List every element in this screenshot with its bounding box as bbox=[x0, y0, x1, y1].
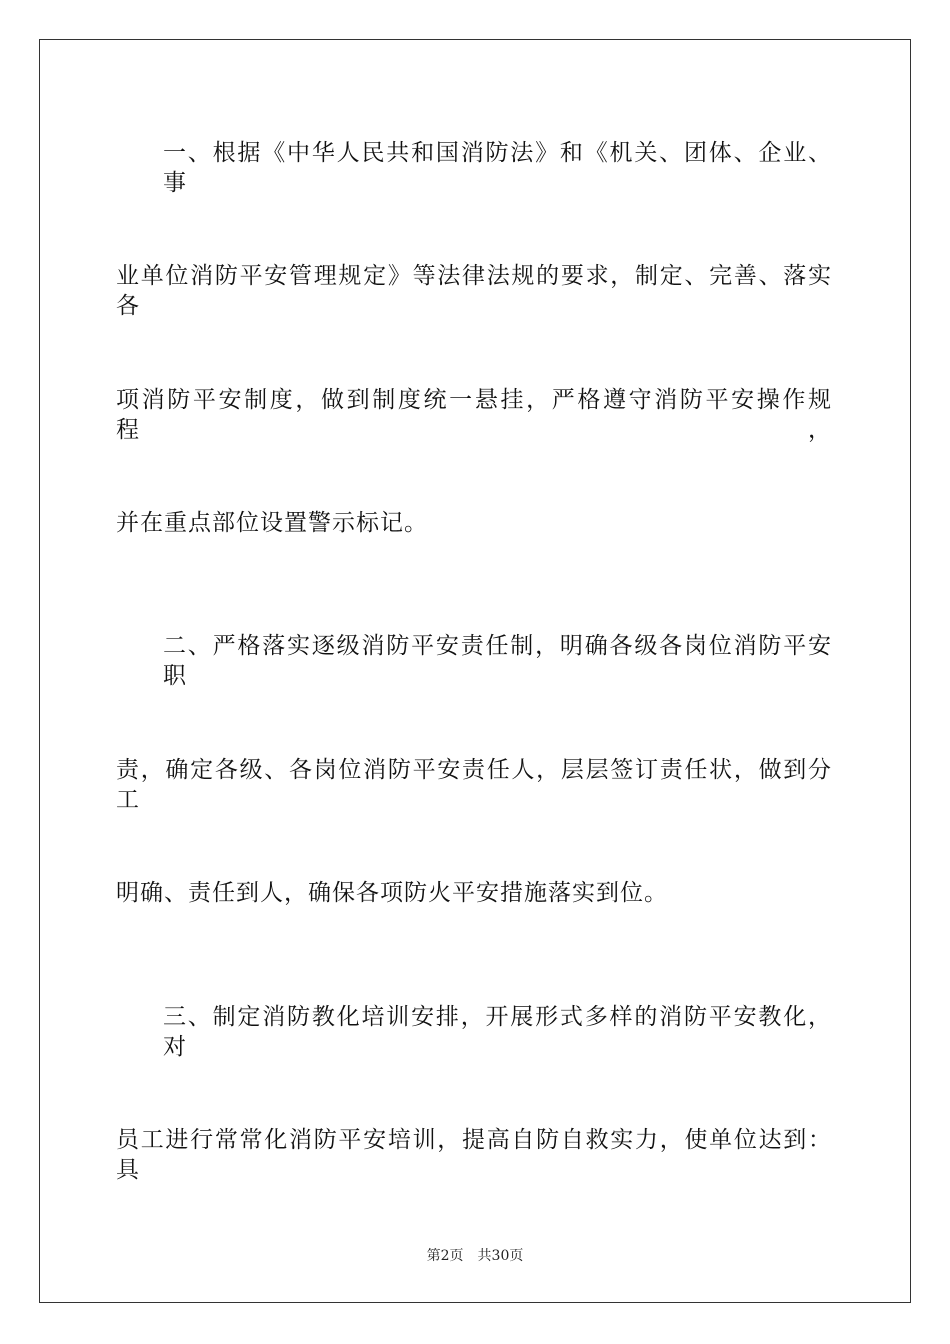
page-total: 共30页 bbox=[477, 1248, 524, 1264]
paragraph-3-line-2: 员工进行常常化消防平安培训，提高自防自救实力，使单位达到：具 bbox=[116, 1127, 832, 1183]
paragraph-2-line-1: 二、严格落实逐级消防平安责任制，明确各级各岗位消防平安职 bbox=[163, 633, 832, 689]
paragraph-1-line-1: 一、根据《中华人民共和国消防法》和《机关、团体、企业、事 bbox=[163, 140, 832, 196]
page-footer bbox=[0, 1247, 950, 1265]
page-number: 第2页 bbox=[426, 1248, 464, 1264]
paragraph-1-line-3: 项消防平安制度，做到制度统一悬挂，严格遵守消防平安操作规程， bbox=[116, 387, 832, 443]
paragraph-1-line-2: 业单位消防平安管理规定》等法律法规的要求，制定、完善、落实各 bbox=[116, 263, 832, 319]
paragraph-3-line-1: 三、制定消防教化培训安排，开展形式多样的消防平安教化，对 bbox=[163, 1004, 832, 1060]
paragraph-2-line-3: 明确、责任到人，确保各项防火平安措施落实到位。 bbox=[116, 880, 668, 906]
paragraph-1-line-4: 并在重点部位设置警示标记。 bbox=[116, 510, 428, 536]
paragraph-2-line-2: 责，确定各级、各岗位消防平安责任人，层层签订责任状，做到分工 bbox=[116, 757, 832, 813]
